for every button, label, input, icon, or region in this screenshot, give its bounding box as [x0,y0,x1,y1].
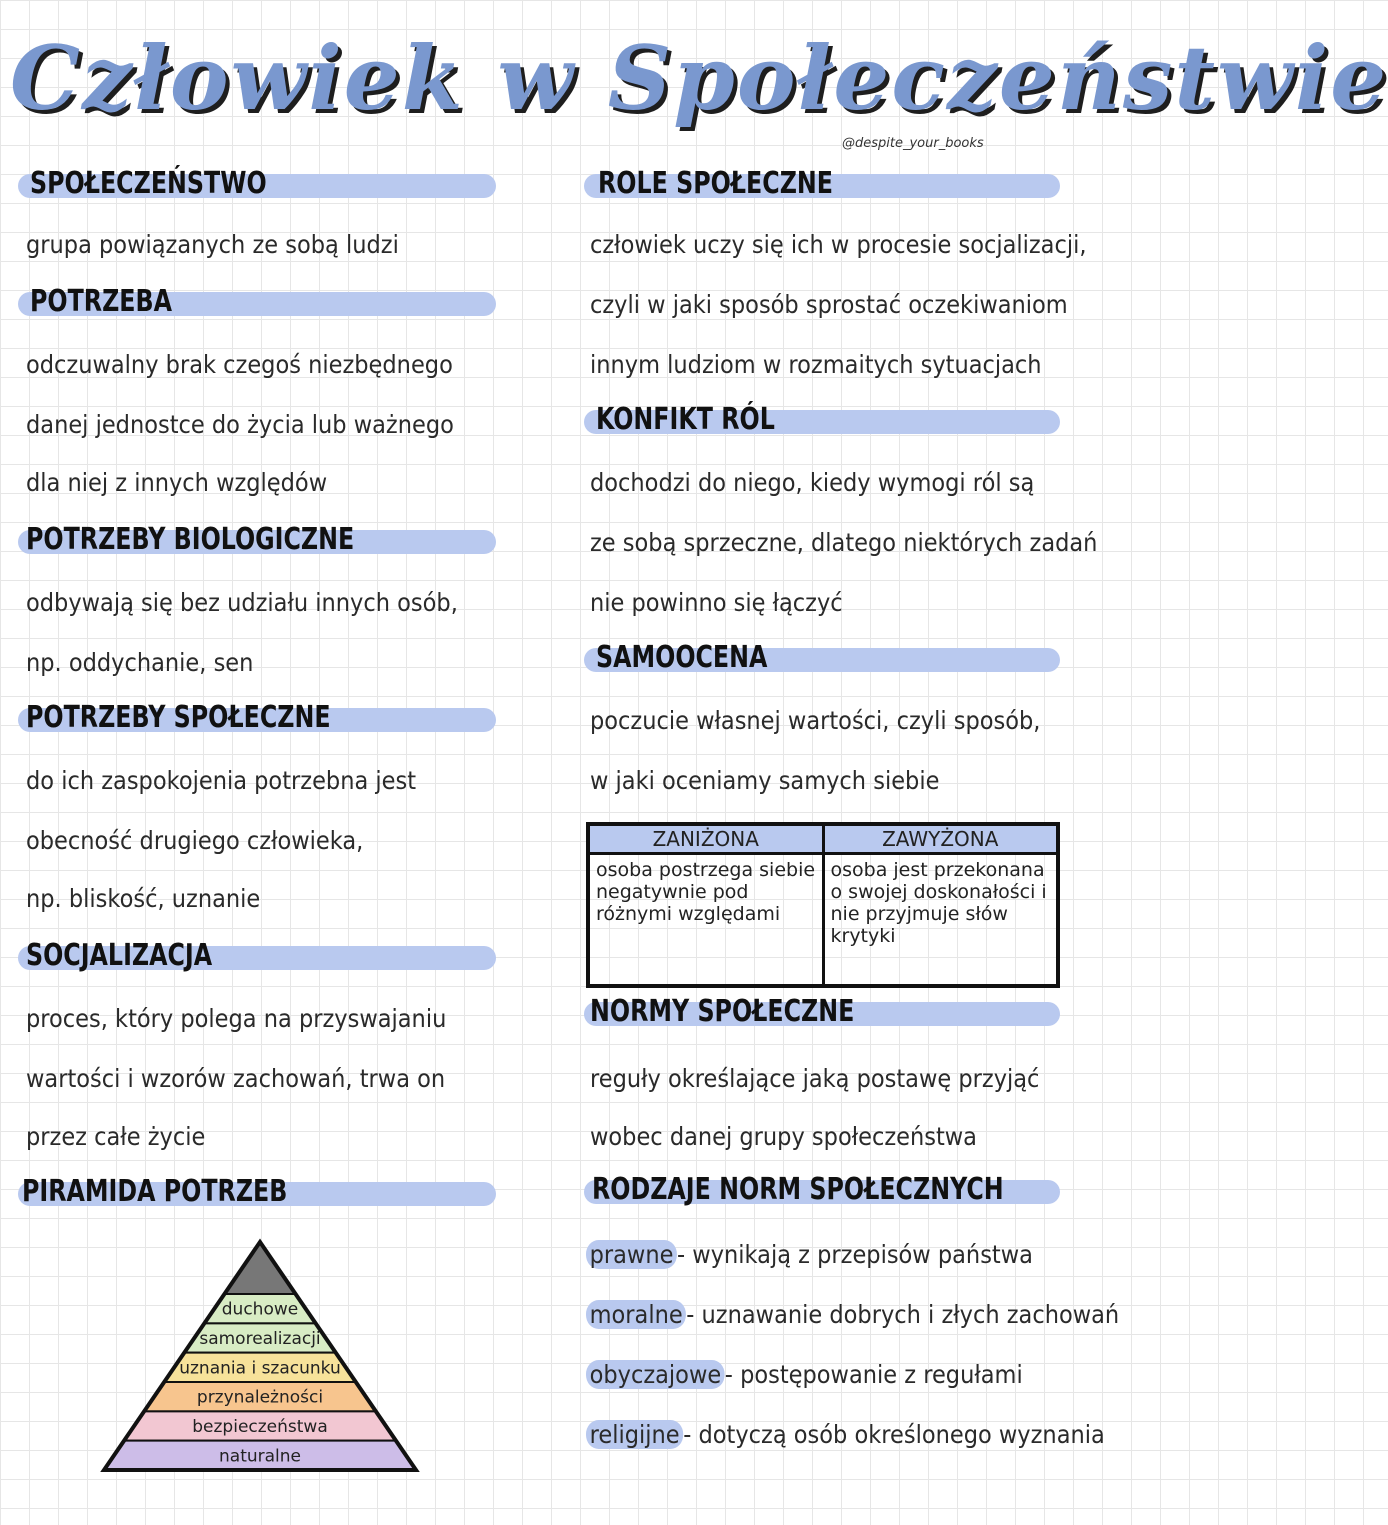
norm-desc: - uznawanie dobrych i złych zachowań [686,1300,1120,1329]
table-header-zawyzona: ZAWYŻONA [823,824,1058,854]
table-cell: osoba postrzega siebie negatywnie pod różnymi względami [588,854,823,987]
text-line: dochodzi do niego, kiedy wymogi ról są [590,468,1035,497]
norm-term: obyczajowe [586,1360,725,1389]
text-line: przez całe życie [26,1122,206,1151]
pyramid-apex [224,1242,295,1294]
norm-desc: - postępowanie z regułami [724,1360,1023,1389]
author-handle: @despite_your_books [842,136,984,151]
text-line: reguły określające jaką postawę przyjąć [590,1064,1040,1093]
heading-potrzeby-biologiczne: POTRZEBY BIOLOGICZNE [26,522,355,557]
heading-spoleczenstwo: SPOŁECZEŃSTWO [30,166,267,201]
pyramid-level-label: samorealizacji [199,1329,321,1349]
text-line: innym ludziom w rozmaitych sytuacjach [590,350,1042,379]
text-line: danej jednostce do życia lub ważnego [26,410,454,439]
pyramid-level-label: bezpieczeństwa [192,1417,328,1437]
list-item [586,1240,1033,1269]
norm-desc: - wynikają z przepisów państwa [677,1240,1033,1269]
list-item [586,1420,1105,1449]
table-cell: osoba jest przekonana o swojej doskonałości i nie przyjmuje słów krytyki [823,854,1058,987]
text-line: wartości i wzorów zachowań, trwa on [26,1064,446,1093]
norm-desc: - dotyczą osób określonego wyznania [683,1420,1105,1449]
norm-term: religijne [586,1420,683,1449]
text-line: człowiek uczy się ich w procesie socjalizacji, [590,230,1087,259]
text-line: dla niej z innych względów [26,468,328,497]
text-line: wobec danej grupy społeczeństwa [590,1122,977,1151]
text-line: odbywają się bez udziału innych osób, [26,588,458,617]
list-item [586,1300,1119,1329]
heading-samoocena: SAMOOCENA [596,640,768,675]
heading-rodzaje-norm: RODZAJE NORM SPOŁECZNYCH [592,1172,1004,1207]
text-line: obecność drugiego człowieka, [26,826,364,855]
heading-normy-spoleczne: NORMY SPOŁECZNE [590,994,855,1029]
pyramid-level-label: duchowe [221,1299,299,1320]
text-line: w jaki oceniamy samych siebie [590,766,940,795]
needs-pyramid [100,1238,420,1478]
norm-term: prawne [586,1240,677,1269]
pyramid-level-label: naturalne [219,1446,301,1467]
pyramid-level-label: uznania i szacunku [179,1358,341,1379]
norm-term: moralne [586,1300,686,1329]
text-line: nie powinno się łączyć [590,588,843,617]
self-esteem-table [586,822,1060,988]
text-line: np. bliskość, uznanie [26,884,261,913]
text-line: ze sobą sprzeczne, dlatego niektórych zadań [590,528,1098,557]
heading-konflikt-rol: KONFIKT RÓL [596,402,775,437]
list-item [586,1360,1023,1389]
heading-socjalizacja: SOCJALIZACJA [26,938,213,973]
heading-potrzeba: POTRZEBA [30,284,173,319]
text-line: np. oddychanie, sen [26,648,254,677]
pyramid-level-label: przynależności [196,1387,324,1408]
text-line: poczucie własnej wartości, czyli sposób, [590,706,1041,735]
text-line: proces, który polega na przyswajaniu [26,1004,447,1033]
text-line: grupa powiązanych ze sobą ludzi [26,230,399,259]
heading-role-spoleczne: ROLE SPOŁECZNE [598,166,834,201]
table-header-zanizona: ZANIŻONA [588,824,823,854]
text-line: do ich zaspokojenia potrzebna jest [26,766,417,795]
page-title: Człowiek w Społeczeństwie [10,26,1388,130]
heading-potrzeby-spoleczne: POTRZEBY SPOŁECZNE [26,700,331,735]
text-line: czyli w jaki sposób sprostać oczekiwaniom [590,290,1068,319]
heading-piramida-potrzeb: PIRAMIDA POTRZEB [22,1174,288,1209]
text-line: odczuwalny brak czegoś niezbędnego [26,350,453,379]
